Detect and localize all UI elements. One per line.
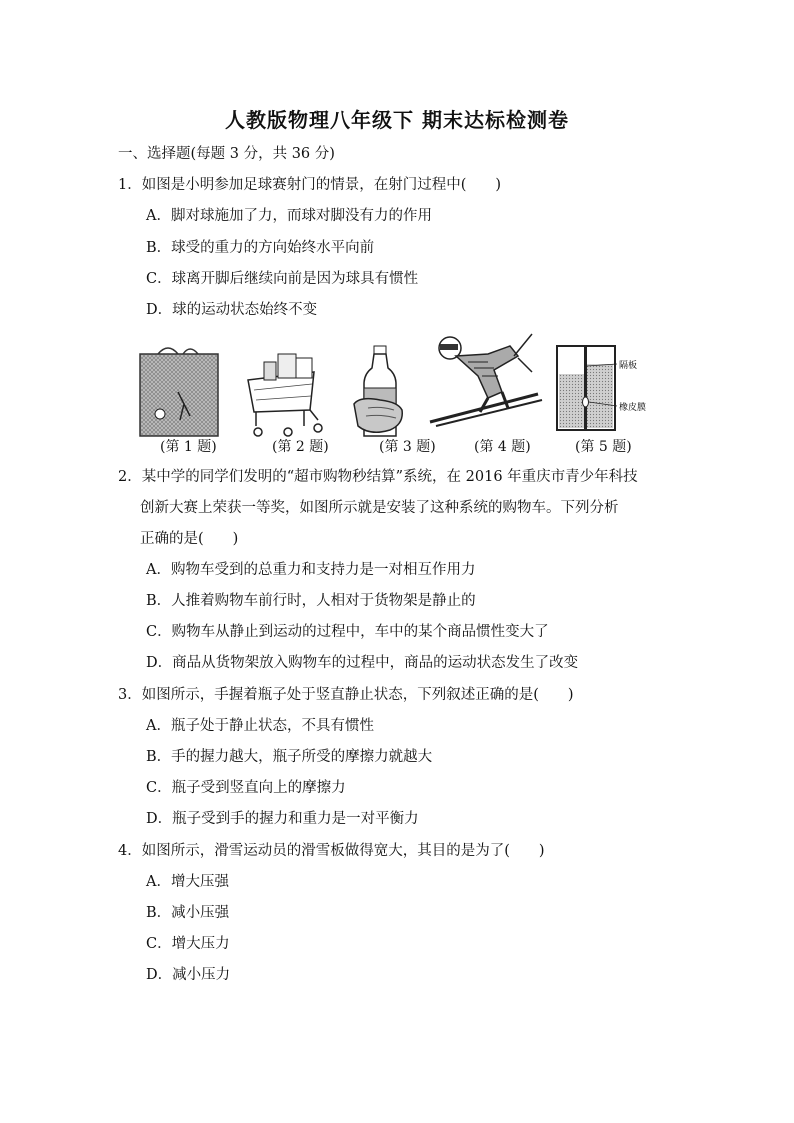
- question-2-option-a: A．购物车受到的总重力和支持力是一对相互作用力: [146, 562, 476, 578]
- figure-2-caption: (第 2 题): [272, 439, 329, 455]
- question-4-stem: 4．如图所示，滑雪运动员的滑雪板做得宽大，其目的是为了( ): [118, 843, 545, 859]
- question-3-option-b: B．手的握力越大，瓶子所受的摩擦力就越大: [146, 749, 433, 765]
- question-1-option-b: B．球受的重力的方向始终水平向前: [146, 240, 375, 256]
- question-1-stem: 1．如图是小明参加足球赛射门的情景，在射门过程中( ): [118, 177, 502, 193]
- figure-5-label-divider: 隔板: [619, 361, 638, 371]
- figure-1-caption: (第 1 题): [160, 439, 217, 455]
- question-3-option-d: D．瓶子受到手的握力和重力是一对平衡力: [146, 811, 419, 827]
- figure-4-skier: [428, 332, 548, 432]
- figure-3-bottle-in-hand: [350, 344, 412, 442]
- question-2-stem-line-3: 正确的是( ): [140, 531, 239, 547]
- question-3-option-c: C．瓶子受到竖直向上的摩擦力: [146, 780, 346, 796]
- question-3-option-a: A．瓶子处于静止状态，不具有惯性: [146, 718, 374, 734]
- figure-5-container: [553, 344, 663, 434]
- figure-3-caption: (第 3 题): [379, 439, 436, 455]
- question-4-option-b: B．减小压强: [146, 905, 230, 921]
- question-2-stem-line-1: 2．某中学的同学们发明的“超市购物秒结算”系统，在 2016 年重庆市青少年科技: [118, 469, 638, 485]
- section-heading: 一、选择题(每题 3 分，共 36 分): [118, 146, 335, 162]
- question-1-option-a: A．脚对球施加了力，而球对脚没有力的作用: [146, 208, 432, 224]
- page-title: 人教版物理八年级下 期末达标检测卷: [225, 108, 569, 132]
- question-2-option-b: B．人推着购物车前行时，人相对于货物架是静止的: [146, 593, 476, 609]
- question-1-option-d: D．球的运动状态始终不变: [146, 302, 318, 318]
- question-2-option-c: C．购物车从静止到运动的过程中，车中的某个商品惯性变大了: [146, 624, 549, 640]
- question-4-option-d: D．减小压力: [146, 967, 231, 983]
- question-2-stem-line-2: 创新大赛上荣获一等奖，如图所示就是安装了这种系统的购物车。下列分析: [140, 500, 619, 516]
- question-2-option-d: D．商品从货物架放入购物车的过程中，商品的运动状态发生了改变: [146, 655, 579, 671]
- question-1-option-c: C．球离开脚后继续向前是因为球具有惯性: [146, 271, 419, 287]
- question-4-option-c: C．增大压力: [146, 936, 230, 952]
- figure-5-label-membrane: 橡皮膜: [619, 403, 647, 413]
- figure-5-caption: (第 5 题): [575, 439, 632, 455]
- figure-2-shopping-cart: [244, 350, 326, 442]
- figure-1-soccer-goal: [138, 342, 220, 438]
- question-4-option-a: A．增大压强: [146, 874, 229, 890]
- figure-4-caption: (第 4 题): [474, 439, 531, 455]
- question-3-stem: 3．如图所示，手握着瓶子处于竖直静止状态，下列叙述正确的是( ): [118, 687, 574, 703]
